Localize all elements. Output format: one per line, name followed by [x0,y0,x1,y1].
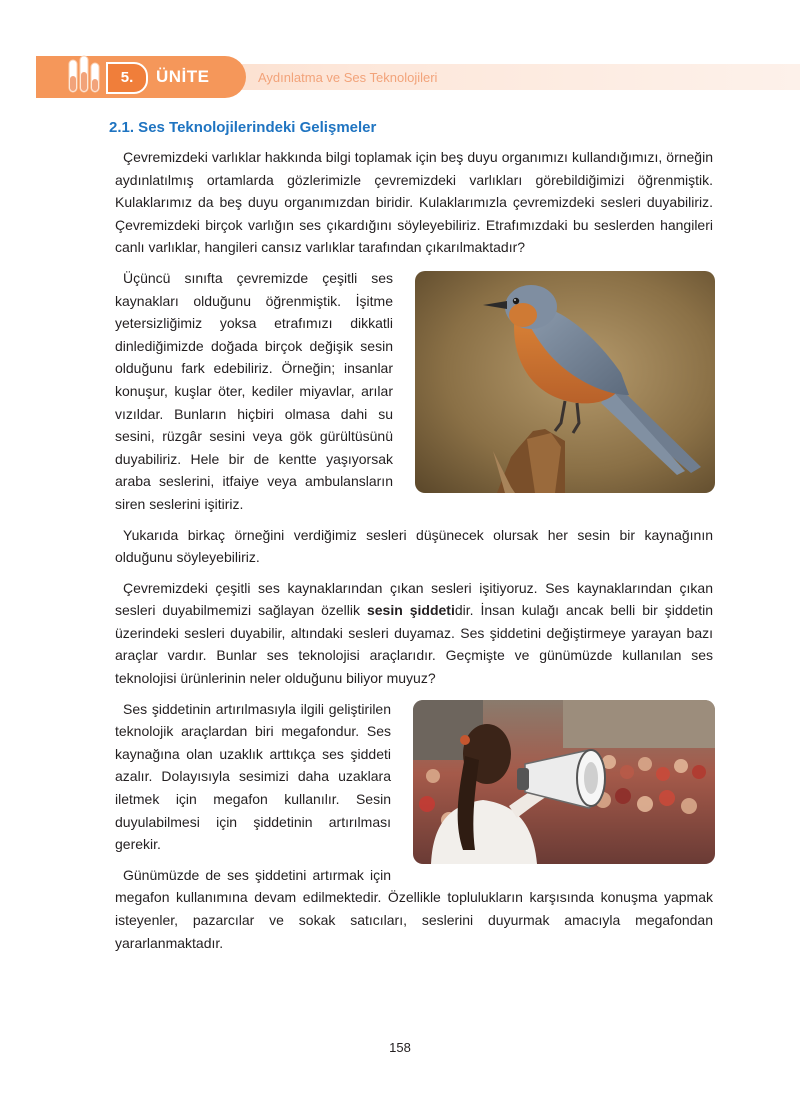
section-title: 2.1. Ses Teknolojilerindeki Gelişmeler [109,119,377,136]
paragraph-every-sound-source: Yukarıda birkaç örneğini verdiğimiz sesleri düşünecek olursak her sesin bir kaynağının olduğunu söyleyebiliriz. [115,526,713,566]
unit-label: ÜNİTE [156,67,210,86]
paragraph-megaphone-usage: Günümüzde de ses şiddetini artırmak için megafon kullanımına devam edilmektedir. Özellikle toplulukların karşısında konuşma yapmak isteyenler, pazarcılar ve sokak satıcıları, seslerini duyurmak amacıyla megafondan yararlanmaktadır. [115,866,713,951]
megaphone-photo [413,700,715,864]
paragraph-megaphone: Ses şiddetinin artırılmasıyla ilgili geliştirilen teknolojik araçlardan biri megafondur. Ses kaynağına olan uzaklık arttıkça ses şiddeti azalır. Dolayısıyla sesimizi daha uzaklara iletmek için megafon kullanılır. Sesin duyulabilmesi için şiddetinin artırılması gerekir. [115,700,391,853]
unit-title: Aydınlatma ve Ses Teknolojileri [258,70,438,85]
paragraph-intro: Çevremizdeki varlıklar hakkında bilgi toplamak için beş duyu organımızı kullandığımızı, örneğin aydınlatılmış ortamlarda gözlerimizle çevremizdeki varlıkları görebildiğimizi öğrenmiştik. Kulaklarımız da beş duyu organımızdan biridir. Kulaklarımızla çevremizdeki sesleri duyabiliriz. Çevremizdeki birçok varlığın ses çıkardığını söyleyebiliriz. Etrafımızdaki bu seslerden hangileri canlı varlıklar, hangileri cansız varlıklar tarafından çıkarılmaktadır? [115,149,713,256]
paragraph-sound-sources: Üçüncü sınıfta çevremizde çeşitli ses kaynakları olduğunu öğrenmiştik. İşitme yetersizliğimiz yoksa etrafımızı dikkatli dinlediğimizde doğada birçok değişik sesin olduğunu fark edebiliriz. Örneğin; insanlar konuşur, kuşlar öter, kediler miyavlar, arılar vızıldar. Bunların hiçbiri olmasa dahi su sesini, rüzgâr sesini veya gök gürültüsünü duyabiliriz. Hele bir de kentte yaşıyorsak araba seslerini, itfaiye veya ambulansların siren seslerini işitiriz. [115,269,393,512]
term-sound-intensity: sesin şiddeti [366,602,455,619]
paragraph-sound-intensity: Çevremizdeki çeşitli ses kaynaklarından çıkan sesleri işitiyoruz. Ses kaynaklarından çıkan sesleri duyabilmemizi sağlayan özellik sesin şiddetidir. İnsan kulağı ancak belli bir şiddetin üzerindeki sesleri duyabilir, altındaki sesleri duyamaz. Ses şiddetini değiştirmeye yarayan bazı araçlar vardır. Bunlar ses teknolojisi araçlarıdır. Geçmişte ve günümüzde kullanılan ses teknolojisi ürünlerinin neler olduğunu biliyor muyuz? [115,579,714,687]
page-number: 158 [389,1040,411,1055]
bird-photo [415,271,715,493]
unit-number: 5. [106,62,148,94]
page-content [109,118,714,954]
unit-header [0,52,800,102]
test-tubes-icon [66,54,102,98]
